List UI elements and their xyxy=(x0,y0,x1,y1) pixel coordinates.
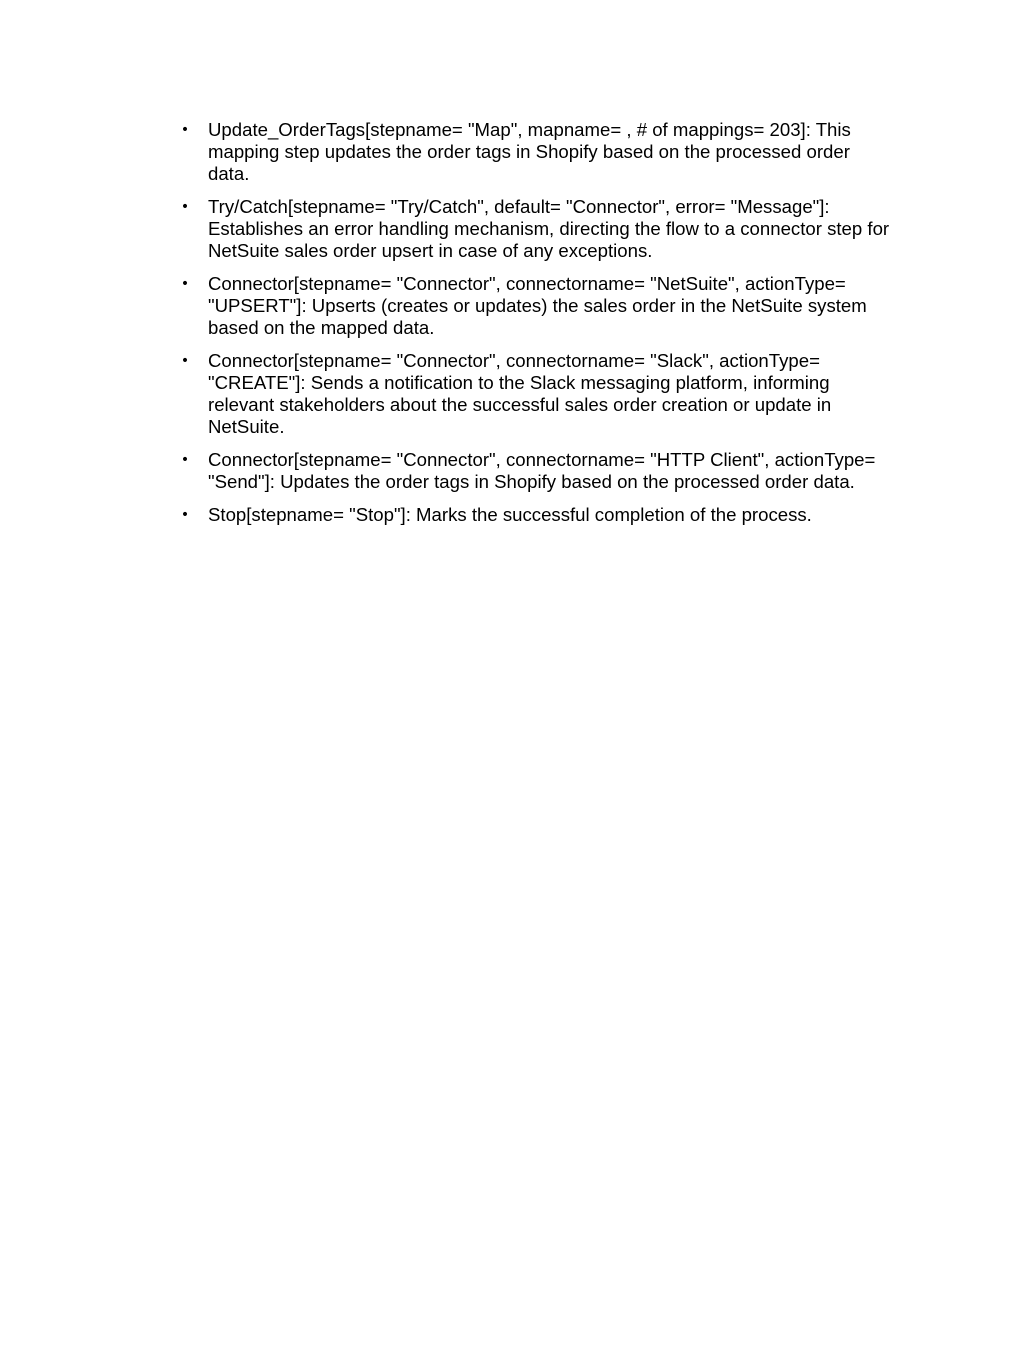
list-item-text: Connector[stepname= "Connector", connectorname= "Slack", actionType= "CREATE"]: Sends a notification to the Slack messaging platform, informing relevant stakeholders about the successful sales order creation or update in NetSuite. xyxy=(208,350,832,437)
list-item xyxy=(172,273,892,339)
bullet-icon: • xyxy=(180,276,190,292)
list-item xyxy=(172,504,892,526)
bullet-icon: • xyxy=(180,353,190,369)
list-item xyxy=(172,196,892,262)
list-item-text: Connector[stepname= "Connector", connectorname= "HTTP Client", actionType= "Send"]: Updates the order tags in Shopify based on the processed order data. xyxy=(208,449,876,492)
list-item xyxy=(172,119,892,185)
list-item-text: Connector[stepname= "Connector", connectorname= "NetSuite", actionType= "UPSERT"]: Upserts (creates or updates) the sales order in the NetSuite system based on the mapped data. xyxy=(208,273,867,338)
list-item-text: Stop[stepname= "Stop"]: Marks the successful completion of the process. xyxy=(208,504,812,525)
list-item xyxy=(172,350,892,438)
bullet-list xyxy=(172,119,892,537)
list-item-text: Try/Catch[stepname= "Try/Catch", default= "Connector", error= "Message"]: Establishes an error handling mechanism, directing the flow to a connector step for NetSuite sales order upsert in case of any exceptions. xyxy=(208,196,890,261)
list-item-text: Update_OrderTags[stepname= "Map", mapname= , # of mappings= 203]: This mapping step updates the order tags in Shopify based on the processed order data. xyxy=(208,119,851,184)
bullet-icon: • xyxy=(180,452,190,468)
bullet-icon: • xyxy=(180,507,190,523)
bullet-icon: • xyxy=(180,199,190,215)
bullet-icon: • xyxy=(180,122,190,138)
list-item xyxy=(172,449,892,493)
